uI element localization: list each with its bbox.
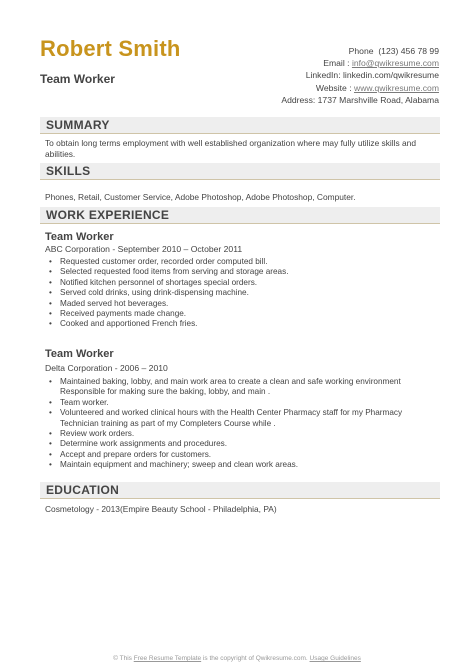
summary-text: To obtain long terms employment with well established organization where may fully utilize skills and abilities. [45, 138, 417, 159]
list-item: • Received payments made change. [45, 309, 435, 319]
list-item: • Maded served hot beverages. [45, 299, 435, 309]
list-item: • Volunteered and worked clinical hours with the Health Center Pharmacy staff for my Pharmacy Technician training as part of my Completers Course while . [45, 408, 435, 429]
list-item: • Notified kitchen personnel of shortages special orders. [45, 278, 435, 288]
contact-phone [281, 45, 439, 57]
list-item: • Determine work assignments and procedures. [45, 439, 435, 449]
address-label: Address [281, 94, 313, 105]
job-role: Team Worker [45, 231, 114, 243]
experience-heading-bar [40, 207, 440, 224]
skills-heading-bar [40, 163, 440, 180]
education-text: Cosmetology - 2013(Empire Beauty School - Philadelphia, PA) [45, 504, 277, 514]
usage-guidelines-link[interactable]: Usage Guidelines [309, 655, 361, 662]
candidate-title: Team Worker [40, 72, 115, 86]
skills-heading: SKILLS [46, 164, 91, 178]
list-item: • Maintain equipment and machinery; sweep and clean work areas. [45, 460, 435, 470]
address-value: 1737 Marshville Road, Alabama [317, 94, 439, 105]
email-link[interactable]: info@qwikresume.com [351, 58, 439, 69]
skills-text: Phones, Retail, Customer Service, Adobe Photoshop, Adobe Photoshop, Computer. [45, 192, 356, 202]
education-heading-bar [40, 482, 440, 499]
contact-linkedin: LinkedIn: linkedin.com/qwikresume [305, 70, 439, 81]
contact-website: Website : www.qwikresume.com [315, 82, 439, 93]
list-item: • Team worker. [45, 398, 435, 408]
footer-prefix: © This [113, 655, 132, 662]
list-item: • Cooked and apportioned French fries. [45, 319, 435, 329]
contact-email: Email : info@qwikresume.com [323, 58, 439, 69]
job-company: ABC Corporation - September 2010 – October 2011 [45, 244, 243, 254]
email-label: Email [323, 58, 345, 69]
free-template-link[interactable]: Free Resume Template [133, 655, 202, 662]
phone-label: Phone [348, 46, 374, 56]
contact-address: Address: 1737 Marshville Road, Alabama [281, 94, 439, 105]
summary-heading: SUMMARY [46, 118, 110, 132]
experience-heading: WORK EXPERIENCE [46, 208, 170, 222]
linkedin-label: LinkedIn [305, 70, 339, 81]
resume-header [40, 36, 440, 106]
candidate-name: Robert Smith [40, 36, 181, 61]
website-label: Website [315, 82, 347, 93]
list-item: • Accept and prepare orders for customers. [45, 450, 435, 460]
list-item: • Review work orders. [45, 429, 435, 439]
job-bullets [45, 257, 435, 330]
list-item: • Maintained baking, lobby, and main work area to create a clean and safe working environment Responsible for making sure the baking, lobby, and main . [45, 377, 435, 398]
job-company: Delta Corporation - 2006 – 2010 [45, 363, 168, 373]
website-link[interactable]: www.qwikresume.com [353, 82, 439, 93]
job-role: Team Worker [45, 348, 114, 360]
education-heading: EDUCATION [46, 483, 120, 497]
list-item: • Selected requested food items from serving and storage areas. [45, 267, 435, 277]
list-item: • Requested customer order, recorded order computed bill. [45, 257, 435, 267]
contact-block [281, 45, 439, 106]
phone-value: (123) 456 78 99 [378, 46, 439, 56]
summary-heading-bar [40, 117, 440, 134]
linkedin-value: linkedin.com/qwikresume [343, 70, 439, 81]
footer-middle: is the copyright of Qwikresume.com. [202, 655, 308, 662]
list-item: • Served cold drinks, using drink-dispensing machine. [45, 288, 435, 298]
copyright-footer [0, 655, 474, 662]
job-bullets [45, 377, 435, 471]
